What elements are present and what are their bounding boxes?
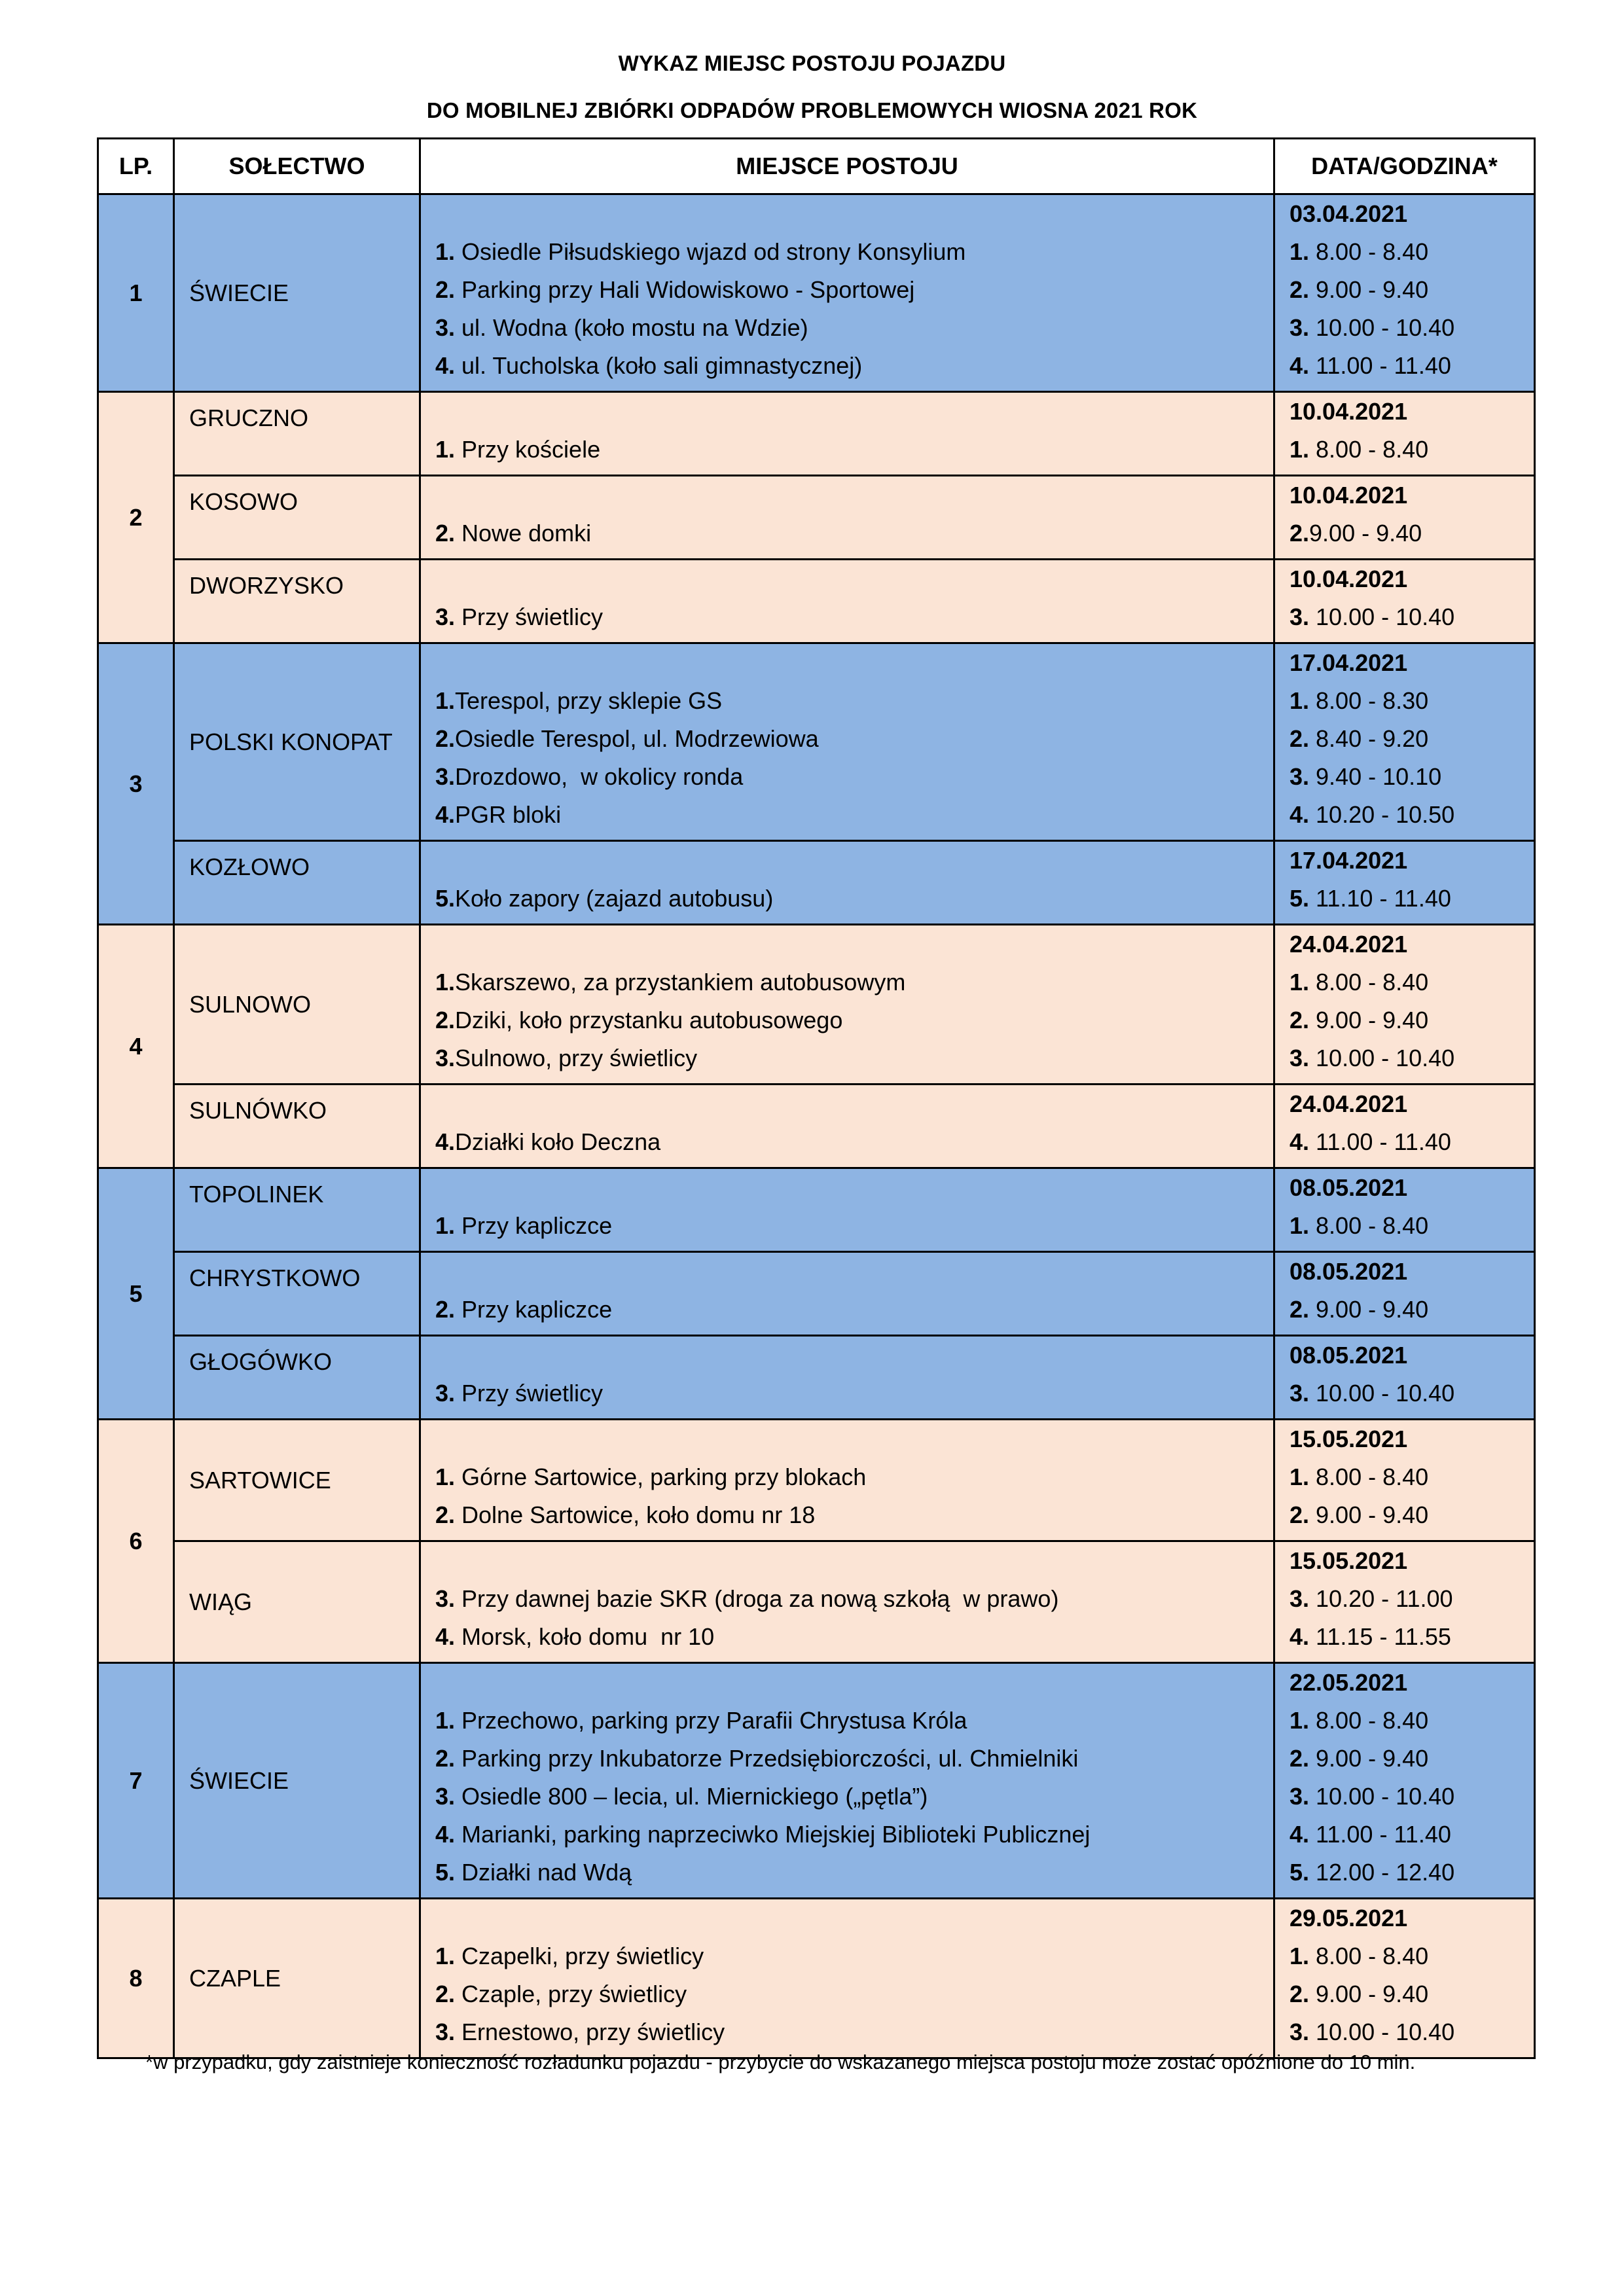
cell-data-godzina [1274, 560, 1535, 643]
time-line [1290, 682, 1534, 720]
table-header-row [98, 139, 1535, 194]
time-text: 11.00 - 11.40 [1309, 1821, 1451, 1848]
place-number: 2. [435, 520, 456, 547]
cell-miejsce-postoju [420, 392, 1274, 476]
time-text: 9.00 - 9.40 [1309, 1745, 1429, 1772]
time-text: 8.00 - 8.40 [1309, 1707, 1429, 1734]
document-title-line1: WYKAZ MIEJSC POSTOJU POJAZDU [618, 51, 1006, 75]
place-number: 1. [435, 687, 456, 714]
time-text: 8.40 - 9.20 [1309, 725, 1429, 752]
date-label: 08.05.2021 [1290, 1342, 1408, 1369]
time-text: 9.00 - 9.40 [1309, 520, 1422, 547]
time-text: 10.00 - 10.40 [1309, 2018, 1455, 2045]
cell-data-godzina [1274, 1541, 1535, 1663]
time-line [1290, 309, 1534, 347]
place-line [435, 1496, 1273, 1534]
place-text: Przy świetlicy [455, 1380, 604, 1407]
time-number: 3. [1290, 1585, 1310, 1612]
time-number: 4. [1290, 1128, 1310, 1155]
place-text: Czapelki, przy świetlicy [455, 1943, 704, 1969]
time-text: 9.00 - 9.40 [1309, 1007, 1429, 1033]
table-row [98, 925, 1535, 1085]
time-number: 2. [1290, 276, 1310, 303]
place-text: Osiedle Terespol, ul. Modrzewiowa [455, 725, 819, 752]
table-row [98, 1085, 1535, 1168]
place-line [435, 347, 1273, 385]
place-text: Dolne Sartowice, koło domu nr 18 [455, 1501, 816, 1528]
time-line [1290, 271, 1534, 309]
time-text: 9.40 - 10.10 [1309, 763, 1442, 790]
header-data-godzina: DATA/GODZINA* [1274, 139, 1535, 194]
table-row [98, 1252, 1535, 1336]
time-line [1290, 1039, 1534, 1077]
place-number: 1. [435, 436, 456, 463]
time-number: 1. [1290, 1463, 1310, 1490]
place-text: Ernestowo, przy świetlicy [455, 2018, 725, 2045]
time-text: 8.00 - 8.40 [1309, 1463, 1429, 1490]
cell-solectwo: SULNÓWKO [174, 1085, 420, 1168]
table-row [98, 1899, 1535, 2058]
time-text: 9.00 - 9.40 [1309, 1501, 1429, 1528]
time-line [1290, 720, 1534, 758]
place-line [435, 682, 1273, 720]
cell-data-godzina [1274, 476, 1535, 560]
place-text: Osiedle Piłsudskiego wjazd od strony Konsylium [455, 238, 966, 265]
place-line [435, 431, 1273, 469]
time-number: 3. [1290, 2018, 1310, 2045]
time-line [1290, 1207, 1534, 1245]
date-label: 10.04.2021 [1290, 482, 1408, 509]
time-line [1290, 1374, 1534, 1412]
place-line [435, 1123, 1273, 1161]
place-number: 4. [435, 1821, 456, 1848]
cell-solectwo: CZAPLE [174, 1899, 420, 2058]
table-row [98, 841, 1535, 925]
cell-solectwo: GŁOGÓWKO [174, 1336, 420, 1420]
cell-miejsce-postoju [420, 1420, 1274, 1541]
cell-miejsce-postoju [420, 1899, 1274, 2058]
time-line [1290, 1778, 1534, 1816]
table-row [98, 1541, 1535, 1663]
cell-miejsce-postoju [420, 1168, 1274, 1252]
cell-data-godzina [1274, 1336, 1535, 1420]
cell-lp: 1 [98, 194, 174, 392]
header-miejsce-postoju: MIEJSCE POSTOJU [420, 139, 1274, 194]
place-line [435, 758, 1273, 796]
place-line [435, 2013, 1273, 2051]
place-text: Przechowo, parking przy Parafii Chrystusa Króla [455, 1707, 967, 1734]
time-number: 2. [1290, 1745, 1310, 1772]
date-label: 24.04.2021 [1290, 1090, 1408, 1117]
cell-data-godzina [1274, 1168, 1535, 1252]
table-row [98, 1420, 1535, 1541]
time-line [1290, 1854, 1534, 1892]
date-label: 17.04.2021 [1290, 847, 1408, 874]
place-number: 4. [435, 801, 456, 828]
place-number: 2. [435, 1007, 456, 1033]
place-number: 1. [435, 238, 456, 265]
time-line [1290, 1291, 1534, 1329]
date-label: 17.04.2021 [1290, 649, 1408, 676]
time-text: 10.00 - 10.40 [1309, 603, 1455, 630]
table-row [98, 560, 1535, 643]
time-line [1290, 1618, 1534, 1656]
time-line [1290, 880, 1534, 918]
table-row [98, 1168, 1535, 1252]
cell-solectwo: DWORZYSKO [174, 560, 420, 643]
table-row [98, 1663, 1535, 1899]
place-number: 4. [435, 352, 456, 379]
place-number: 4. [435, 1623, 456, 1650]
place-number: 2. [435, 725, 456, 752]
header-solectwo: SOŁECTWO [174, 139, 420, 194]
footnote: *w przypadku, gdy zaistnieje konieczność rozładunku pojazdu - przybycie do wskazanego miejsca postoju może zostać opóźnione do 10 min. [145, 2051, 1416, 2073]
place-line [435, 514, 1273, 552]
time-text: 9.00 - 9.40 [1309, 1981, 1429, 2007]
header-lp: LP. [98, 139, 174, 194]
time-number: 4. [1290, 1821, 1310, 1848]
cell-miejsce-postoju [420, 1085, 1274, 1168]
place-text: Skarszewo, za przystankiem autobusowym [455, 969, 906, 996]
place-number: 4. [435, 1128, 456, 1155]
place-line [435, 309, 1273, 347]
time-number: 2. [1290, 1007, 1310, 1033]
place-text: Terespol, przy sklepie GS [455, 687, 723, 714]
cell-solectwo: SARTOWICE [174, 1420, 420, 1541]
time-line [1290, 1458, 1534, 1496]
time-number: 3. [1290, 1380, 1310, 1407]
place-text: Marianki, parking naprzeciwko Miejskiej Biblioteki Publicznej [455, 1821, 1091, 1848]
time-line [1290, 233, 1534, 271]
cell-solectwo: KOSOWO [174, 476, 420, 560]
cell-lp: 6 [98, 1420, 174, 1663]
time-line [1290, 347, 1534, 385]
time-number: 4. [1290, 1623, 1310, 1650]
place-number: 2. [435, 1501, 456, 1528]
place-text: Przy kościele [455, 436, 601, 463]
time-text: 10.20 - 10.50 [1309, 801, 1455, 828]
place-line [435, 1001, 1273, 1039]
date-label: 29.05.2021 [1290, 1905, 1408, 1931]
cell-miejsce-postoju [420, 194, 1274, 392]
time-text: 9.00 - 9.40 [1309, 276, 1429, 303]
time-text: 11.10 - 11.40 [1309, 885, 1451, 912]
place-number: 1. [435, 1943, 456, 1969]
time-number: 2. [1290, 1296, 1310, 1323]
place-text: Czaple, przy świetlicy [455, 1981, 687, 2007]
time-number: 3. [1290, 1783, 1310, 1810]
time-text: 8.00 - 8.40 [1309, 1943, 1429, 1969]
place-line [435, 1580, 1273, 1618]
place-text: Działki nad Wdą [455, 1859, 632, 1886]
time-line [1290, 1580, 1534, 1618]
time-number: 5. [1290, 1859, 1310, 1886]
cell-data-godzina [1274, 1252, 1535, 1336]
place-number: 2. [435, 1981, 456, 2007]
place-line [435, 1778, 1273, 1816]
time-line [1290, 1123, 1534, 1161]
place-text: Przy kapliczce [455, 1296, 613, 1323]
cell-solectwo: WIĄG [174, 1541, 420, 1663]
cell-solectwo: ŚWIECIE [174, 1663, 420, 1899]
cell-solectwo: KOZŁOWO [174, 841, 420, 925]
time-text: 8.00 - 8.30 [1309, 687, 1429, 714]
table-row [98, 643, 1535, 841]
table-row [98, 194, 1535, 392]
place-line [435, 1702, 1273, 1740]
cell-miejsce-postoju [420, 841, 1274, 925]
place-number: 3. [435, 603, 456, 630]
place-line [435, 963, 1273, 1001]
time-number: 1. [1290, 1707, 1310, 1734]
time-number: 3. [1290, 603, 1310, 630]
time-text: 8.00 - 8.40 [1309, 969, 1429, 996]
date-label: 08.05.2021 [1290, 1258, 1408, 1285]
place-number: 3. [435, 763, 456, 790]
time-text: 12.00 - 12.40 [1309, 1859, 1455, 1886]
cell-data-godzina [1274, 1420, 1535, 1541]
time-text: 10.00 - 10.40 [1309, 1783, 1455, 1810]
place-text: Działki koło Deczna [455, 1128, 661, 1155]
time-line [1290, 1975, 1534, 2013]
place-number: 3. [435, 314, 456, 341]
date-label: 22.05.2021 [1290, 1669, 1408, 1696]
time-line [1290, 1001, 1534, 1039]
table-row [98, 476, 1535, 560]
schedule-body [98, 194, 1535, 2058]
place-line [435, 598, 1273, 636]
time-line [1290, 2013, 1534, 2051]
place-text: Koło zapory (zajazd autobusu) [455, 885, 774, 912]
place-line [435, 271, 1273, 309]
time-text: 10.20 - 11.00 [1309, 1585, 1453, 1612]
place-text: Parking przy Hali Widowiskowo - Sportowej [455, 276, 915, 303]
cell-miejsce-postoju [420, 1252, 1274, 1336]
cell-miejsce-postoju [420, 925, 1274, 1085]
cell-miejsce-postoju [420, 1541, 1274, 1663]
cell-lp: 5 [98, 1168, 174, 1420]
time-text: 11.00 - 11.40 [1309, 352, 1451, 379]
date-label: 15.05.2021 [1290, 1547, 1408, 1574]
place-line [435, 1975, 1273, 2013]
place-text: Nowe domki [455, 520, 592, 547]
place-line [435, 1816, 1273, 1854]
place-number: 1. [435, 1212, 456, 1239]
time-number: 2. [1290, 1501, 1310, 1528]
cell-data-godzina [1274, 841, 1535, 925]
cell-miejsce-postoju [420, 643, 1274, 841]
place-text: Drozdowo, w okolicy ronda [455, 763, 744, 790]
cell-miejsce-postoju [420, 1336, 1274, 1420]
time-number: 2. [1290, 1981, 1310, 2007]
place-text: Parking przy Inkubatorze Przedsiębiorczości, ul. Chmielniki [455, 1745, 1079, 1772]
time-line [1290, 758, 1534, 796]
place-number: 5. [435, 885, 456, 912]
place-line [435, 1374, 1273, 1412]
time-number: 1. [1290, 238, 1310, 265]
time-text: 8.00 - 8.40 [1309, 238, 1429, 265]
place-text: Dziki, koło przystanku autobusowego [455, 1007, 843, 1033]
place-number: 2. [435, 1745, 456, 1772]
place-line [435, 796, 1273, 834]
place-text: Morsk, koło domu nr 10 [455, 1623, 715, 1650]
place-line [435, 1207, 1273, 1245]
place-number: 3. [435, 1380, 456, 1407]
time-text: 11.00 - 11.40 [1309, 1128, 1451, 1155]
cell-miejsce-postoju [420, 1663, 1274, 1899]
date-label: 10.04.2021 [1290, 565, 1408, 592]
place-number: 1. [435, 1463, 456, 1490]
time-text: 8.00 - 8.40 [1309, 1212, 1429, 1239]
time-number: 1. [1290, 436, 1310, 463]
date-label: 15.05.2021 [1290, 1426, 1408, 1452]
cell-data-godzina [1274, 194, 1535, 392]
date-label: 08.05.2021 [1290, 1174, 1408, 1201]
table-row [98, 392, 1535, 476]
place-number: 5. [435, 1859, 456, 1886]
place-line [435, 1937, 1273, 1975]
time-text: 8.00 - 8.40 [1309, 436, 1429, 463]
place-number: 2. [435, 276, 456, 303]
time-text: 10.00 - 10.40 [1309, 1045, 1455, 1071]
place-text: Przy świetlicy [455, 603, 604, 630]
place-line [435, 1740, 1273, 1778]
time-text: 11.15 - 11.55 [1309, 1623, 1451, 1650]
schedule-table [97, 137, 1536, 2059]
time-number: 4. [1290, 801, 1310, 828]
time-line [1290, 1702, 1534, 1740]
place-number: 2. [435, 1296, 456, 1323]
place-line [435, 233, 1273, 271]
time-number: 4. [1290, 352, 1310, 379]
time-line [1290, 796, 1534, 834]
place-text: ul. Wodna (koło mostu na Wdzie) [455, 314, 808, 341]
place-line [435, 1618, 1273, 1656]
time-number: 1. [1290, 1212, 1310, 1239]
cell-miejsce-postoju [420, 476, 1274, 560]
place-line [435, 1458, 1273, 1496]
cell-solectwo: SULNOWO [174, 925, 420, 1085]
place-number: 1. [435, 1707, 456, 1734]
cell-lp: 2 [98, 392, 174, 643]
time-line [1290, 431, 1534, 469]
place-line [435, 720, 1273, 758]
time-number: 2. [1290, 725, 1310, 752]
time-line [1290, 1496, 1534, 1534]
place-line [435, 1291, 1273, 1329]
place-number: 3. [435, 1783, 456, 1810]
time-text: 10.00 - 10.40 [1309, 314, 1455, 341]
time-number: 3. [1290, 763, 1310, 790]
cell-lp: 8 [98, 1899, 174, 2058]
place-text: ul. Tucholska (koło sali gimnastycznej) [455, 352, 863, 379]
place-line [435, 1039, 1273, 1077]
time-number: 3. [1290, 1045, 1310, 1071]
cell-lp: 4 [98, 925, 174, 1168]
cell-data-godzina [1274, 925, 1535, 1085]
time-line [1290, 963, 1534, 1001]
time-line [1290, 1937, 1534, 1975]
cell-solectwo: TOPOLINEK [174, 1168, 420, 1252]
place-text: Sulnowo, przy świetlicy [455, 1045, 698, 1071]
time-number: 1. [1290, 969, 1310, 996]
cell-data-godzina [1274, 1085, 1535, 1168]
time-number: 3. [1290, 314, 1310, 341]
date-label: 24.04.2021 [1290, 931, 1408, 958]
place-text: Górne Sartowice, parking przy blokach [455, 1463, 867, 1490]
cell-lp: 7 [98, 1663, 174, 1899]
place-line [435, 880, 1273, 918]
time-line [1290, 1740, 1534, 1778]
cell-data-godzina [1274, 1663, 1535, 1899]
cell-data-godzina [1274, 1899, 1535, 2058]
cell-solectwo: ŚWIECIE [174, 194, 420, 392]
place-text: Przy kapliczce [455, 1212, 613, 1239]
time-line [1290, 514, 1534, 552]
time-text: 9.00 - 9.40 [1309, 1296, 1429, 1323]
time-number: 5. [1290, 885, 1310, 912]
document-title-line2: DO MOBILNEJ ZBIÓRKI ODPADÓW PROBLEMOWYCH WIOSNA 2021 ROK [426, 98, 1198, 122]
cell-miejsce-postoju [420, 560, 1274, 643]
place-text: Osiedle 800 – lecia, ul. Miernickiego („pętla”) [455, 1783, 928, 1810]
place-line [435, 1854, 1273, 1892]
time-number: 1. [1290, 1943, 1310, 1969]
cell-solectwo: POLSKI KONOPAT [174, 643, 420, 841]
place-number: 1. [435, 969, 456, 996]
date-label: 03.04.2021 [1290, 200, 1408, 227]
table-row [98, 1336, 1535, 1420]
cell-data-godzina [1274, 643, 1535, 841]
time-number: 1. [1290, 687, 1310, 714]
place-number: 3. [435, 1045, 456, 1071]
place-number: 3. [435, 2018, 456, 2045]
place-text: PGR bloki [455, 801, 562, 828]
cell-solectwo: CHRYSTKOWO [174, 1252, 420, 1336]
place-text: Przy dawnej bazie SKR (droga za nową szkołą w prawo) [455, 1585, 1059, 1612]
time-text: 10.00 - 10.40 [1309, 1380, 1455, 1407]
cell-data-godzina [1274, 392, 1535, 476]
place-number: 3. [435, 1585, 456, 1612]
cell-lp: 3 [98, 643, 174, 925]
cell-solectwo: GRUCZNO [174, 392, 420, 476]
time-line [1290, 1816, 1534, 1854]
date-label: 10.04.2021 [1290, 398, 1408, 425]
time-number: 2. [1290, 520, 1310, 547]
time-line [1290, 598, 1534, 636]
